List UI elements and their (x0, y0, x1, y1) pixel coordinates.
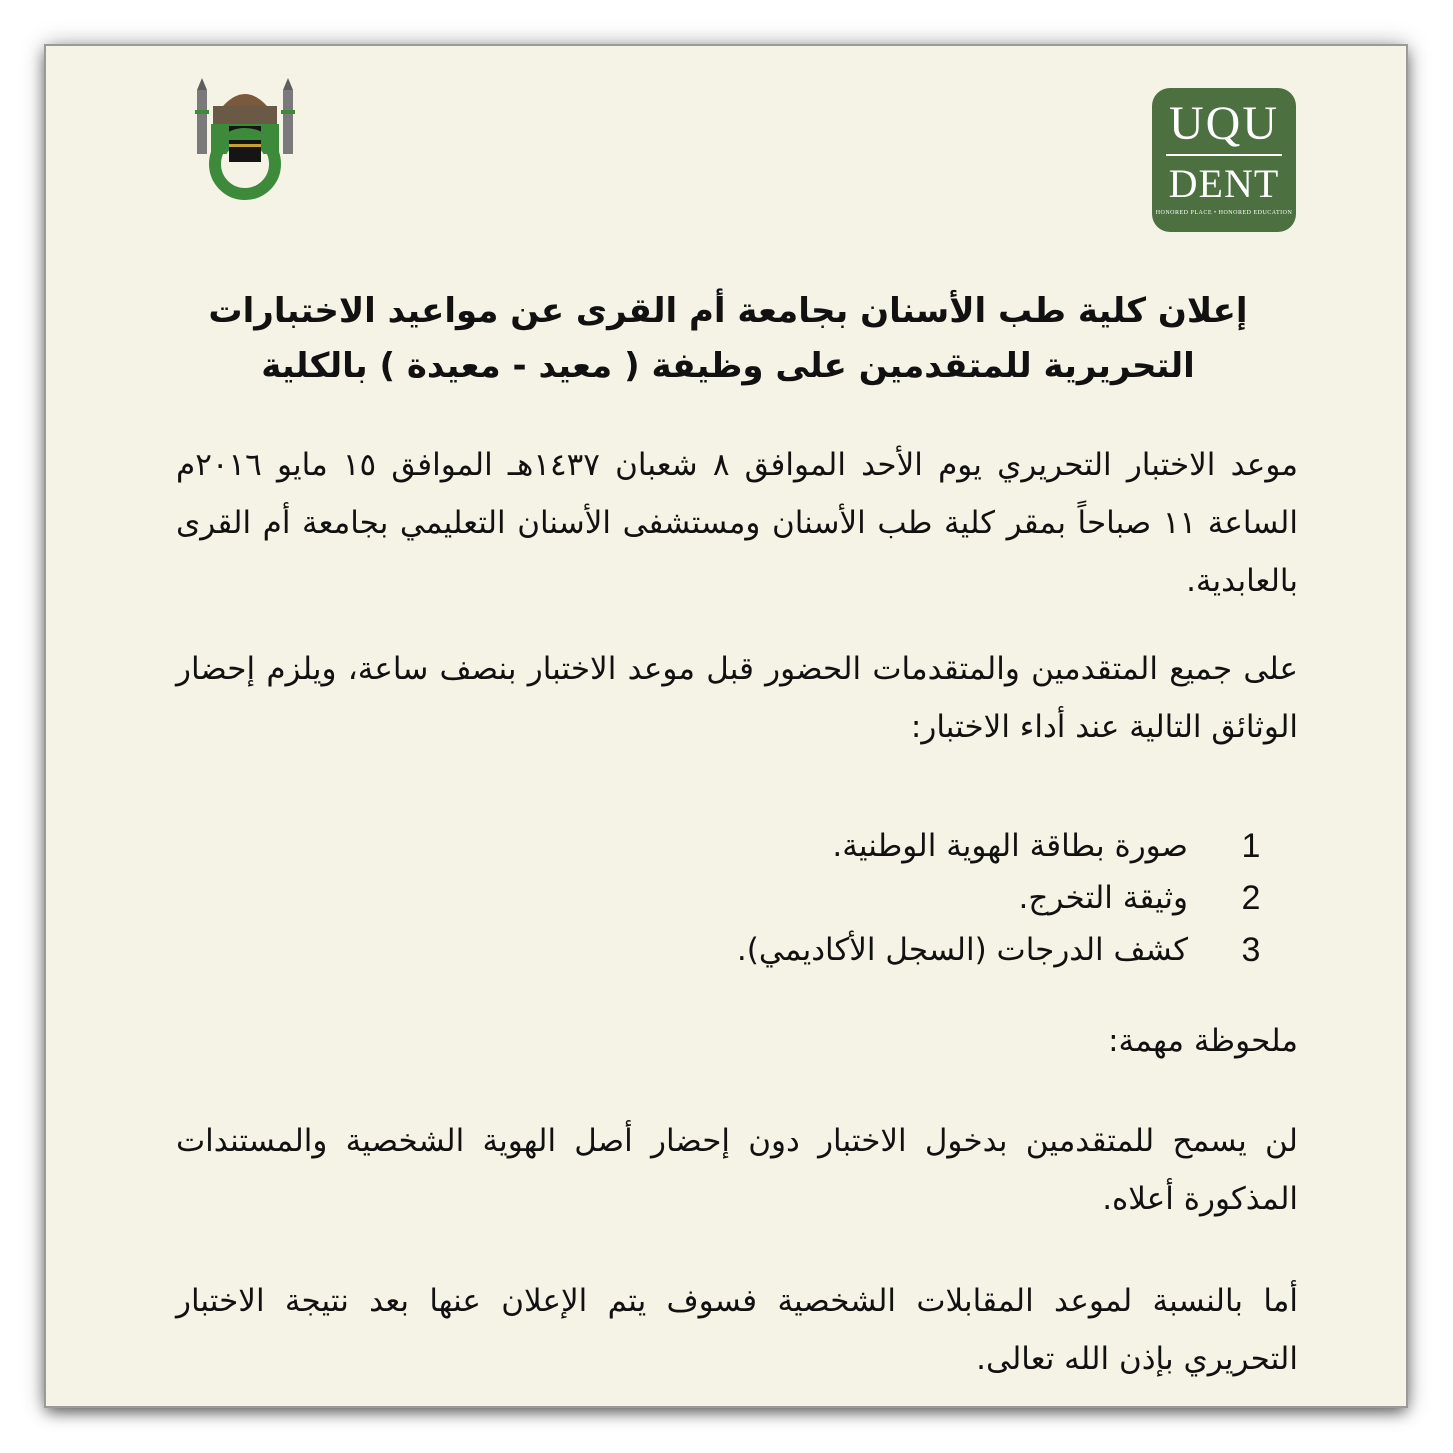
list-item (674, 924, 1274, 976)
dent-logo-divider (1166, 154, 1282, 156)
dent-logo-line1: UQU (1169, 97, 1279, 150)
attendance-instructions-paragraph: على جميع المتقدمين والمتقدمات الحضور قبل موعد الاختبار بنصف ساعة، ويلزم إحضار الوثائق التالية عند أداء الاختبار: (176, 651, 1298, 745)
list-item-number: 1 (1241, 826, 1261, 865)
important-note-heading: ملحوظة مهمة: (1108, 1023, 1298, 1059)
dent-logo-tagline: HONORED PLACE • HONORED EDUCATION (1155, 210, 1293, 216)
uqu-dent-logo (1152, 88, 1296, 232)
list-item-number: 3 (1241, 930, 1261, 969)
umm-al-qura-university-logo (183, 76, 307, 200)
list-item-text: كشف الدرجات (السجل الأكاديمي). (736, 932, 1188, 968)
dent-logo-line2: DENT (1168, 161, 1280, 206)
list-item-text: صورة بطاقة الهوية الوطنية. (832, 828, 1188, 864)
list-item-text: وثيقة التخرج. (1018, 880, 1188, 916)
announcement-sheet (46, 46, 1406, 1406)
exam-schedule-paragraph: موعد الاختبار التحريري يوم الأحد الموافق ٨ شعبان ١٤٣٧هـ الموافق ١٥ مايو ٢٠١٦م الساعة ١١ صباحاً بمقر كلية طب الأسنان ومستشفى الأسنان التعليمي بجامعة أم القرى بالعابدية. (176, 447, 1298, 599)
list-item (674, 820, 1274, 872)
list-item (674, 872, 1274, 924)
announcement-title: إعلان كلية طب الأسنان بجامعة أم القرى عن مواعيد الاختبارات التحريرية للمتقدمين على وظيفة ( معيد - معيدة ) بالكلية (208, 291, 1248, 386)
id-requirement-paragraph: لن يسمح للمتقدمين بدخول الاختبار دون إحضار أصل الهوية الشخصية والمستندات المذكورة أعلاه. (176, 1123, 1298, 1217)
list-item-number: 2 (1241, 878, 1261, 917)
interviews-paragraph: أما بالنسبة لموعد المقابلات الشخصية فسوف يتم الإعلان عنها بعد نتيجة الاختبار التحريري بإذن الله تعالى. (176, 1283, 1298, 1377)
required-documents-list (674, 820, 1274, 976)
